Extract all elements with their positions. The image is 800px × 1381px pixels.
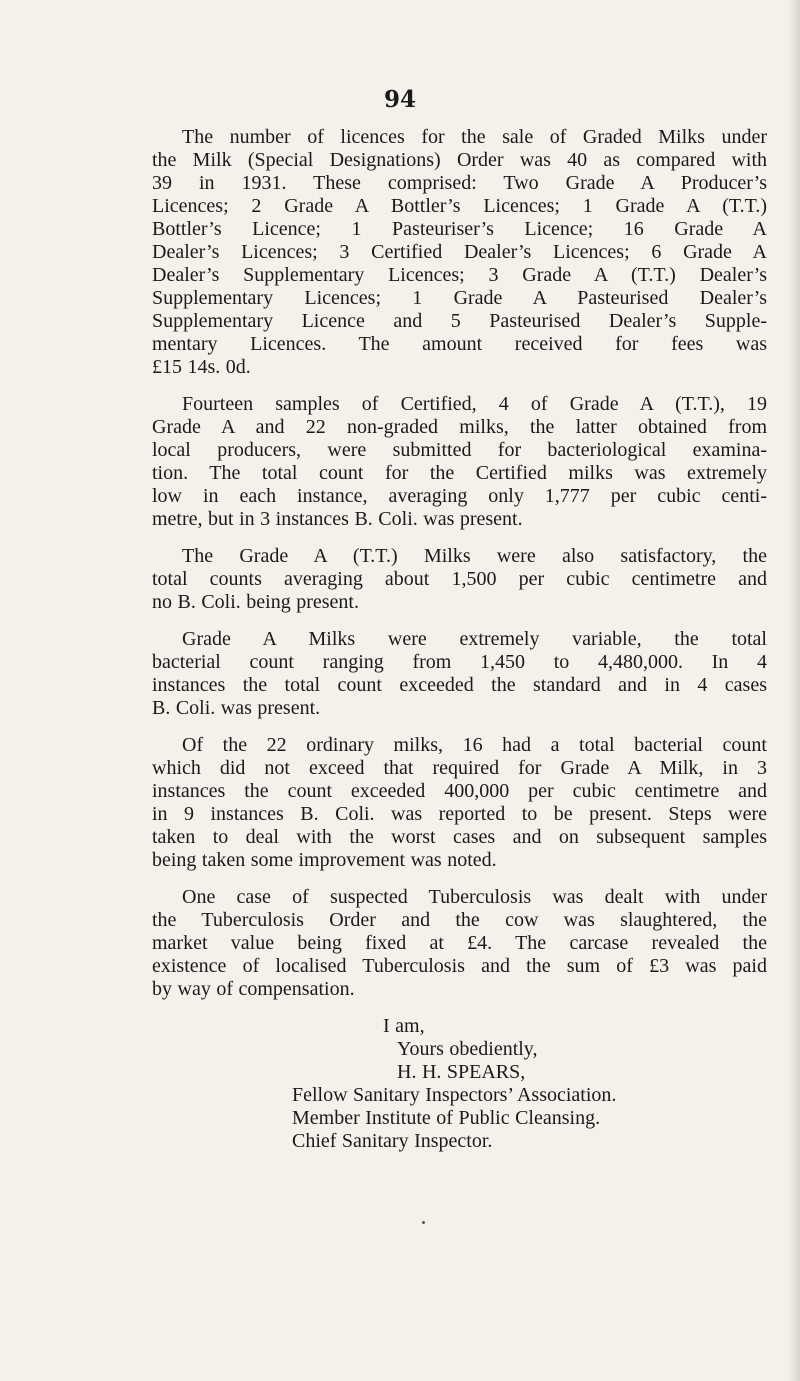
text-line: total counts averaging about 1,500 per cubic centimetre and	[152, 568, 767, 590]
text-line: Licences; 2 Grade A Bottler’s Licences; 1 Grade A (T.T.)	[152, 195, 767, 217]
text-line: local producers, were submitted for bacteriological examina-	[152, 439, 767, 461]
text-line: £15 14s. 0d.	[152, 356, 251, 378]
text-line: market value being fixed at £4. The carcase revealed the	[152, 932, 767, 954]
letter-closing	[152, 1015, 767, 1153]
text-line: instances the count exceeded 400,000 per cubic centimetre and	[152, 780, 767, 802]
text-line: by way of compensation.	[152, 978, 355, 1000]
text-line: in 9 instances B. Coli. was reported to be present. Steps were	[152, 803, 767, 825]
text-line: The number of licences for the sale of Graded Milks under	[182, 126, 767, 148]
text-line: Supplementary Licences; 1 Grade A Pasteurised Dealer’s	[152, 287, 767, 309]
signature: H. H. SPEARS,	[397, 1061, 526, 1083]
valediction: Yours obediently,	[397, 1038, 538, 1060]
text-line: metre, but in 3 instances B. Coli. was present.	[152, 508, 523, 530]
text-line: the Milk (Special Designations) Order was 40 as compared with	[152, 149, 767, 171]
text-line: instances the total count exceeded the standard and in 4 cases	[152, 674, 767, 696]
paragraph-grade-a	[152, 628, 767, 720]
text-line: the Tuberculosis Order and the cow was slaughtered, the	[152, 909, 767, 931]
text-line: 39 in 1931. These comprised: Two Grade A Producer’s	[152, 172, 767, 194]
text-line: Bottler’s Licence; 1 Pasteuriser’s Licence; 16 Grade A	[152, 218, 767, 240]
text-line: The Grade A (T.T.) Milks were also satisfactory, the	[182, 545, 767, 567]
paragraph-licences	[152, 126, 767, 379]
signatory-title: Fellow Sanitary Inspectors’ Association.	[292, 1084, 617, 1106]
text-line: Supplementary Licence and 5 Pasteurised Dealer’s Supple-	[152, 310, 767, 332]
text-line: Dealer’s Licences; 3 Certified Dealer’s Licences; 6 Grade A	[152, 241, 767, 263]
paragraph-ordinary-milks	[152, 734, 767, 872]
text-line: mentary Licences. The amount received for fees was	[152, 333, 767, 355]
text-line: Dealer’s Supplementary Licences; 3 Grade A (T.T.) Dealer’s	[152, 264, 767, 286]
text-line: B. Coli. was present.	[152, 697, 321, 719]
paragraph-tuberculosis	[152, 886, 767, 1001]
paragraph-samples	[152, 393, 767, 531]
text-line: bacterial count ranging from 1,450 to 4,480,000. In 4	[152, 651, 767, 673]
text-line: Of the 22 ordinary milks, 16 had a total bacterial count	[182, 734, 767, 756]
page-edge-shadow	[788, 0, 800, 1381]
text-line: taken to deal with the worst cases and on subsequent samples	[152, 826, 767, 848]
page-number: 94	[383, 86, 416, 113]
salutation: I am,	[383, 1015, 425, 1037]
text-line: tion. The total count for the Certified milks was extremely	[152, 462, 767, 484]
text-line: One case of suspected Tuberculosis was dealt with under	[182, 886, 767, 908]
text-line: low in each instance, averaging only 1,777 per cubic centi-	[152, 485, 767, 507]
ink-speck	[422, 1221, 425, 1224]
text-line: which did not exceed that required for Grade A Milk, in 3	[152, 757, 767, 779]
text-line: Grade A and 22 non-graded milks, the latter obtained from	[152, 416, 767, 438]
text-line: Grade A Milks were extremely variable, the total	[182, 628, 767, 650]
text-line: being taken some improvement was noted.	[152, 849, 497, 871]
signatory-title: Chief Sanitary Inspector.	[292, 1130, 493, 1152]
text-line: Fourteen samples of Certified, 4 of Grade A (T.T.), 19	[182, 393, 767, 415]
paragraph-grade-a-tt	[152, 545, 767, 614]
text-line: existence of localised Tuberculosis and the sum of £3 was paid	[152, 955, 767, 977]
text-line: no B. Coli. being present.	[152, 591, 359, 613]
signatory-title: Member Institute of Public Cleansing.	[292, 1107, 601, 1129]
letter-body	[152, 126, 767, 1153]
